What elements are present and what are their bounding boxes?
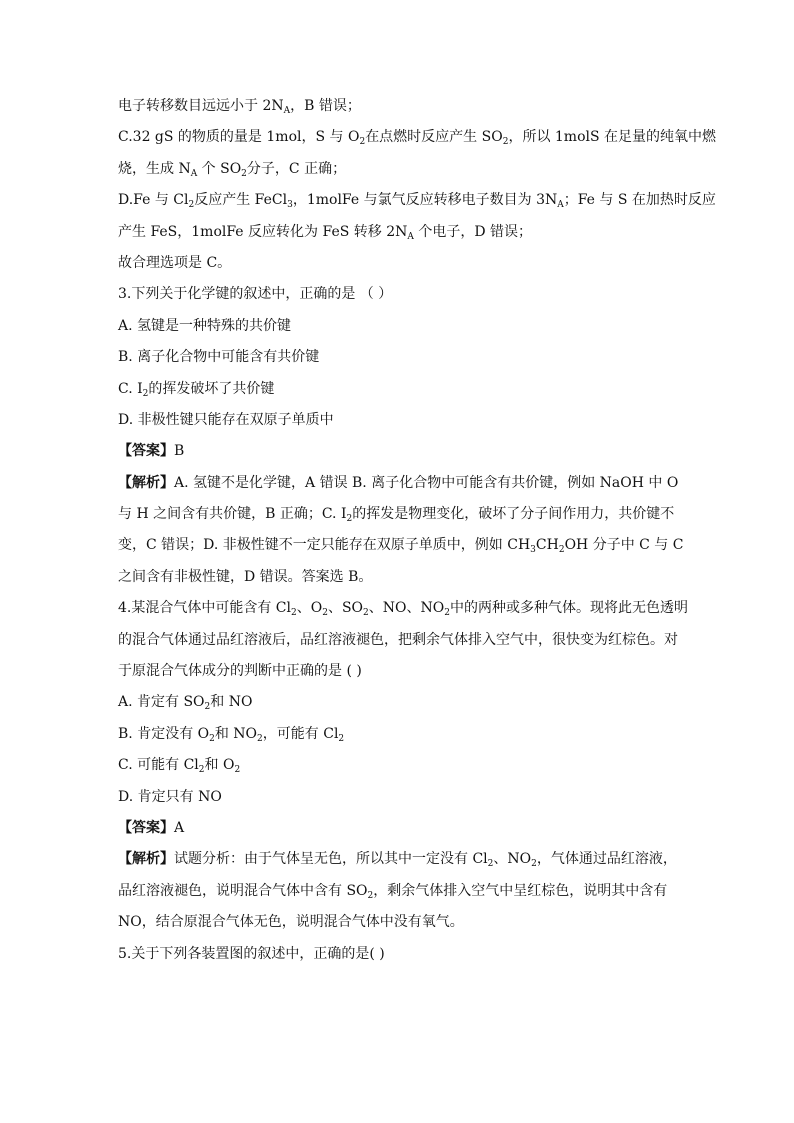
q2-option-d-explanation-line2: 产生 FeS，1molFe 反应转化为 FeS 转移 $2N_A$ 个电子，D 错误； <box>118 223 533 242</box>
q2-option-c-explanation-line1: C.32 gS 的物质的量是 1mol，S 与 $O_2$在点燃时反应产生 $SO_2$，所以 1molS 在足量的纯氧中燃 <box>118 129 717 148</box>
q3-answer <box>118 441 680 461</box>
q3-analysis-line1: 【解析】A. 氢键不是化学键，A 错误 B. 离子化合物中可能含有共价键，例如 NaOH 中 O <box>118 474 679 491</box>
q3-analysis-line2: 与 H 之间含有共价键，B 正确；C. $I_2$的挥发是物理变化，破坏了分子间作用力，共价键不 <box>118 506 675 525</box>
analysis-tag: 【解析】 <box>118 474 174 491</box>
q3-option-c: C. $I_2$的挥发破坏了共价键 <box>118 380 275 399</box>
q5-stem: 5.关于下列各装置图的叙述中，正确的是( ) <box>118 945 385 962</box>
q4-option-c: C. 可能有 $Cl_2$和 $O_2$ <box>118 757 241 776</box>
answer-value: B <box>174 443 185 460</box>
q2-option-d-explanation-line1: D.Fe 与 $Cl_2$反应产生 FeCl$_3$，1molFe 与氯气反应转移电子数目为 $3N_A$；Fe 与 S 在加热时反应 <box>118 192 716 211</box>
q2-option-b-explanation: 电子转移数目远远小于 $2N_A$，B 错误； <box>118 98 361 116</box>
q4-stem-line3: 于原混合气体成分的判断中正确的是 ( ) <box>118 663 362 680</box>
q4-stem-line2: 的混合气体通过品红溶液后，品红溶液褪色，把剩余气体排入空气中，很快变为红棕色。对 <box>118 631 678 648</box>
q3-analysis-line4: 之间含有非极性键，D 错误。答案选 B。 <box>118 568 373 585</box>
q4-option-b: B. 肯定没有 $O_2$和 $NO_2$，可能有 $Cl_2$ <box>118 725 345 744</box>
q4-analysis-line3: NO，结合原混合气体无色，说明混合气体中没有氧气。 <box>118 914 464 931</box>
q4-answer <box>118 818 680 838</box>
q4-option-d: D. 肯定只有 NO <box>118 788 222 805</box>
q3-option-a: A. 氢键是一种特殊的共价键 <box>118 317 292 334</box>
q4-analysis-line2: 品红溶液褪色，说明混合气体中含有 $SO_2$，剩余气体排入空气中呈红棕色，说明其中含有 <box>118 882 668 901</box>
answer-tag: 【答案】 <box>118 819 174 836</box>
q2-option-c-explanation-line2: 烧，生成 $N_A$ 个 $SO_2$分子，C 正确； <box>118 160 347 179</box>
q3-option-b: B. 离子化合物中可能含有共价键 <box>118 349 320 366</box>
answer-value: A <box>174 819 185 836</box>
q3-option-d: D. 非极性键只能存在双原子单质中 <box>118 411 334 428</box>
q4-stem-line1: 4.某混合气体中可能含有 $Cl_2$、$O_2$、$SO_2$、NO、$NO_2$中的两种或多种气体。现将此无色透明 <box>118 600 688 619</box>
analysis-tag: 【解析】 <box>118 851 174 868</box>
q2-conclusion: 故合理选项是 C。 <box>118 254 232 271</box>
q3-analysis-line3: 变，C 错误；D. 非极性键不一定只能存在双原子单质中，例如 $CH_3CH_2OH$ 分子中 C 与 C <box>118 537 684 556</box>
q4-analysis-line1: 【解析】试题分析：由于气体呈无色，所以其中一定没有 $Cl_2$、$NO_2$，气体通过品红溶液， <box>118 851 677 870</box>
q3-stem: 3.下列关于化学键的叙述中，正确的是 （ ） <box>118 286 393 303</box>
document-page <box>118 96 717 975</box>
q4-option-a: A. 肯定有 $SO_2$和 NO <box>118 694 253 713</box>
answer-tag: 【答案】 <box>118 443 174 460</box>
